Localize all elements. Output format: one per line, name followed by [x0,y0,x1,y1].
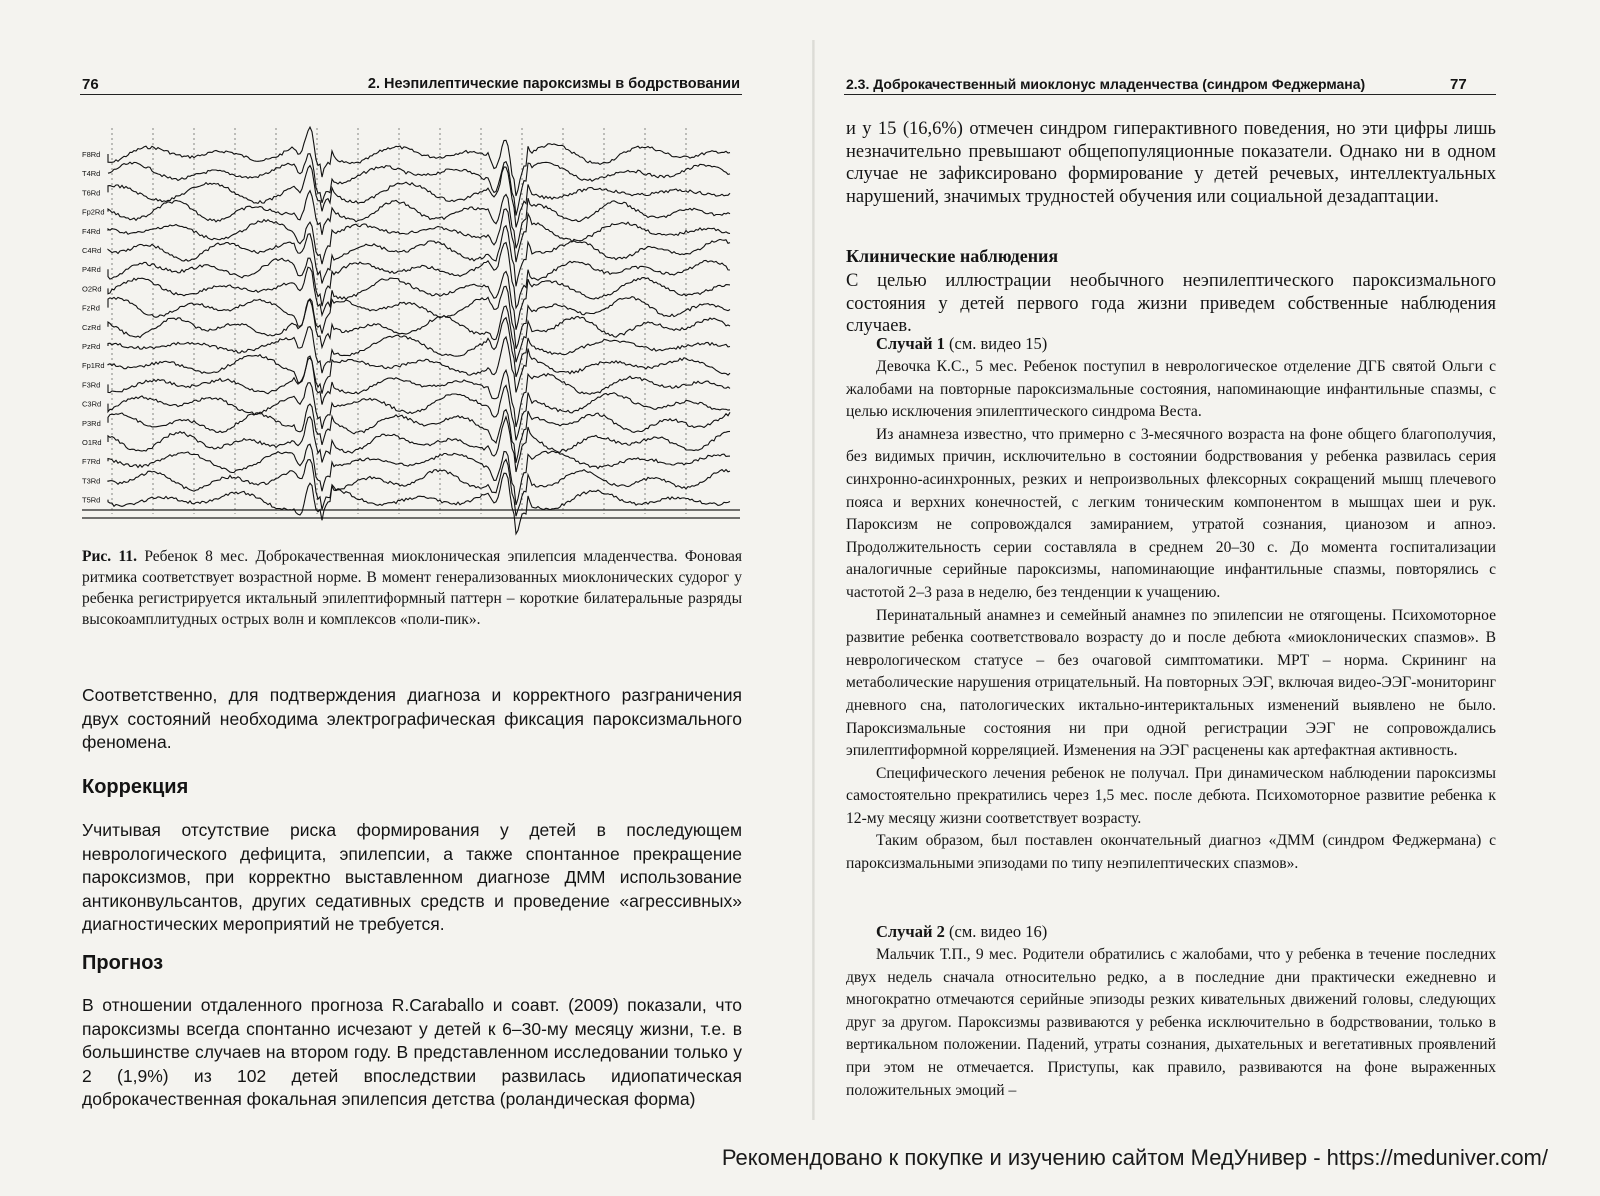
case1-heading [876,334,1496,354]
case1-paragraph: Из анамнеза известно, что примерно с 3-месячного возраста на фоне общего благополучия, без видимых причин, исключительно в состоянии бодрствования у ребенка развилась серия синхронно-асинхронных, резких и непроизвольных флексорных сокращений мышц плечевого пояса и верхних конечностей, с легким тоническим компонентом в мышцах шеи и рук. Пароксизм не сопровождался замиранием, утратой сознания, цианозом и апноэ. Продолжительность серии составляла в среднем 20–30 с. До момента госпитализации аналогичные серийные пароксизмы, напоминающие инфантильные спазмы, повторялись с частотой 2–3 раза в неделю, без тенденции к учащению. [846,425,1496,601]
right-page [828,0,1600,1150]
channel-label: P4Rd [82,265,101,275]
figure-caption [82,546,742,630]
channel-label: C4Rd [82,246,102,255]
eeg-channel-trace [108,300,730,362]
paragraph-prognosis: В отношении отдаленного прогноза R.Caraballo и соавт. (2009) показали, что пароксизмы всегда спонтанно исчезают у детей к 6–30-му месяцу жизни, т.е. в большинстве случаев на втором году. В представленном исследовании только у 2 (1,9%) из 102 детей впоследствии развилась идиопатическая доброкачественная фокальная эпилепсия детства (роландическая форма) [82,995,742,1109]
paragraph-diagnosis: Соответственно, для подтверждения диагноза и корректного разграничения двух состояний необходима электрографическая фиксация пароксизмального феномена. [82,685,742,752]
heading-clinical: Клинические наблюдения [846,246,1059,266]
channel-label: C3Rd [82,399,102,409]
channel-label: T3Rd [82,476,101,486]
heading-correction: Коррекция [82,776,189,798]
left-page [0,0,790,1150]
eeg-channel-trace [108,318,730,377]
case1-title: Случай 1 [876,334,945,353]
channel-label: O2Rd [82,284,102,294]
case1-ref: (см. видео 15) [944,334,1048,353]
channel-label: T6Rd [82,188,101,198]
figure-caption-label: Рис. 11. [82,548,138,565]
eeg-channel-trace [108,267,730,330]
eeg-channel-trace [108,191,730,249]
channel-label: Fp2Rd [82,207,105,217]
case2-ref: (см. видео 16) [944,922,1048,941]
running-head-left: 2. Неэпилептические пароксизмы в бодрствовании [367,76,740,92]
running-head-right: 2.3. Доброкачественный миоклонус младенчества (синдром Феджермана) [846,76,1366,92]
book-gutter [812,40,815,1120]
eeg-channel-trace [108,459,730,516]
case1-paragraph: Перинатальный анамнез и семейный анамнез по эпилепсии не отягощены. Психомоторное развитие ребенка соответствовало возрасту до и после дебюта «миоклонических спазмов». В неврологическом статусе – без очаговой симптоматики. МРТ – норма. Скрининг на метаболические нарушения отрицательный. На повторных ЭЭГ, включая видео-ЭЭГ-мониторинг дневного сна, патологических иктально-интериктальных изменений выявлено не было. Пароксизмальные состояния ни при одной регистрации ЭЭГ не сопровождались эпилептиформной корреляцией. Изменения на ЭЭГ расценены как артефактная активность. [846,606,1496,760]
channel-label: FzRd [82,303,100,313]
case2-title: Случай 2 [876,922,945,941]
page-number-right: 77 [1450,76,1467,93]
case1-paragraph: Таким образом, был поставлен окончательный диагноз «ДММ (синдром Феджермана) с пароксизмальными эпизодами по типу неэпилептических спазмов». [846,832,1496,873]
figure-caption-text: Ребенок 8 мес. Доброкачественная миоклоническая эпилепсия младенчества. Фоновая ритмика соответствует возрастной норме. В момент генерализованных миоклонических судорог у ребенка регистрируется иктальный эпилептиформный паттерн – короткие билатеральные разряды высокоамплитудных острых волн и комплексов «поли-пик». [82,548,742,628]
eeg-trace-plot [82,124,740,536]
channel-label: F8Rd [82,150,101,159]
channel-label: F3Rd [82,380,101,390]
case2-paragraph: Мальчик Т.П., 9 мес. Родители обратились с жалобами, что у ребенка в течение последних двух недель сначала относительно редко, а в последние дни практически ежедневно и многократно отмечаются серийные эпизоды резких кивательных движений головы, следующих друг за другом. Пароксизмы развиваются у ребенка исключительно в бодрствовании, только в вертикальном положении. Падений, утраты сознания, дыхательных и вегетативных проявлений при этом не отмечается. Приступы, как правило, развиваются на фоне выраженных положительных эмоций – [846,946,1496,1099]
channel-label: PzRd [82,342,101,351]
eeg-channel-trace [108,404,730,463]
header-rule-right [844,94,1496,95]
case1-body [846,356,1496,876]
eeg-channel-trace [108,209,730,264]
eeg-channel-trace [108,358,730,427]
channel-label: T4Rd [82,169,101,179]
channel-label: O1Rd [82,438,102,447]
channel-label: CzRd [82,322,101,332]
header-rule-left [80,94,742,95]
channel-label: P3Rd [82,418,101,428]
channel-label: F7Rd [82,457,101,467]
eeg-channel-trace [108,154,730,216]
case1-paragraph: Девочка К.С., 5 мес. Ребенок поступил в неврологическое отделение ДГБ святой Ольги с жалобами на повторные пароксизмальные состояния, напоминающие инфантильные спазмы, с целью исключения эпилептического синдрома Веста. [846,358,1496,421]
channel-label: Fp1Rd [82,361,105,371]
channel-label: T5Rd [82,495,101,505]
paragraph-clinical: С целью иллюстрации необычного неэпилептического пароксизмального состояния у детей первого года жизни приведем собственные наблюдения случаев. [846,271,1496,337]
heading-prognosis: Прогноз [82,952,164,974]
paragraph-intro: и у 15 (16,6%) отмечен синдром гиперактивного поведения, но эти цифры лишь незначительно превышают общепопуляционные показатели. Однако ни в одном случае не зафиксировано формирование у детей речевых, интеллектуальных нарушений, значимых трудностей обучения или социальной дезадаптации. [846,119,1496,207]
footer-watermark: Рекомендовано к покупке и изучению сайтом МедУнивер - https://meduniver.com/ [721,1145,1548,1170]
eeg-figure [82,124,740,536]
channel-label: F4Rd [82,226,101,236]
case2-body [846,944,1496,1102]
paragraph-correction: Учитывая отсутствие риска формирования у детей в последующем неврологического дефицита, эпилепсии, а также спонтанное прекращение пароксизмов, при корректно выставленном диагнозе ДММ использование антиконвульсантов, других седативных средств и проведение «агрессивных» диагностических мероприятий не требуется. [82,820,742,934]
case2-heading [876,922,1496,942]
case1-paragraph: Специфического лечения ребенок не получал. При динамическом наблюдении пароксизмы самостоятельно прекратились через 1,5 мес. после дебюта. Психомоторное развитие ребенка к 12-му месяцу жизни соответствует возрасту. [846,764,1496,827]
eeg-channel-trace [108,286,730,349]
page-number-left: 76 [82,76,99,93]
